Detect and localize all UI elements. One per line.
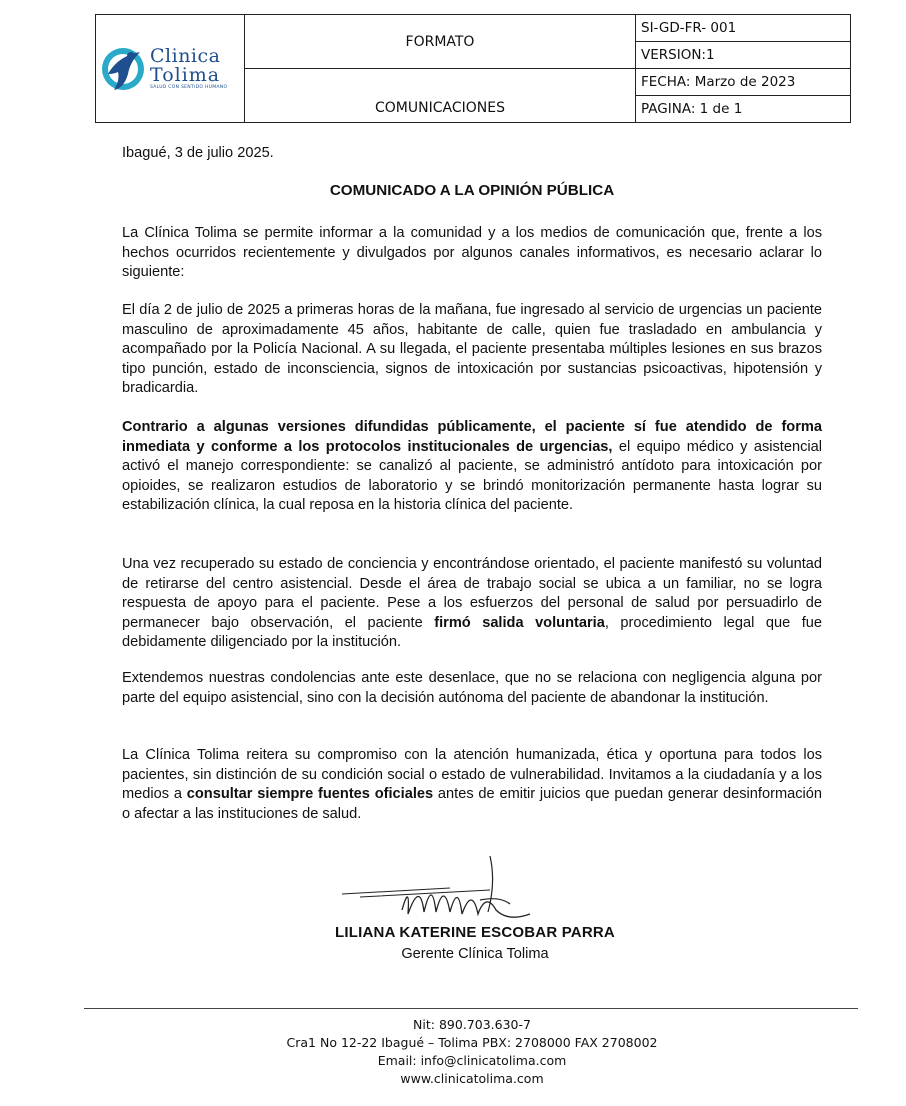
clinic-logo-icon (100, 44, 146, 94)
paragraph-6-text-start: La Clínica Tolima reitera su compromiso con la atención humanizada, ética y oportuna para todos los pacientes, sin distinción de su condición social o estado de vulnerabilidad. Invitamos a la ciudadanía y a los medios a (122, 747, 822, 802)
format-label: FORMATO (245, 15, 636, 69)
paragraph-6-bold: consultar siempre fuentes oficiales (186, 786, 434, 802)
footer-address: Cra1 No 12-22 Ibagué – Tolima PBX: 2708000 FAX 2708002 (286, 1035, 658, 1050)
paragraph-4-text-end: , procedimiento legal que fue debidamente diligenciado por la institución. (122, 614, 822, 650)
signer-name: LILIANA KATERINE ESCOBAR PARRA (335, 924, 615, 941)
paragraph-6-text-end: antes de emitir juicios que puedan generar desinformación o afectar a las instituciones de salud. (122, 786, 822, 822)
letter-date: Ibagué, 3 de julio 2025. (122, 145, 274, 161)
clinic-logo (96, 44, 244, 94)
doc-page: PAGINA: 1 de 1 (636, 96, 851, 123)
logo-line2: Tolima (150, 63, 221, 86)
paragraph-5: Extendemos nuestras condolencias ante este desenlace, que no se relaciona con negligencia alguna por parte del equipo asistencial, sino con la decisión autónoma del paciente de abandonar la institución. (122, 670, 822, 706)
section-label: COMUNICACIONES (245, 69, 636, 123)
paragraph-3 (122, 418, 822, 516)
logo-cell (96, 15, 245, 123)
paragraph-4-bold: firmó salida voluntaria (434, 614, 605, 631)
logo-tagline: SALUD CON SENTIDO HUMANO (150, 84, 228, 90)
doc-version: VERSION:1 (636, 42, 851, 69)
doc-date: FECHA: Marzo de 2023 (636, 69, 851, 96)
footer-nit: Nit: 890.703.630-7 (413, 1017, 531, 1032)
footer-website: www.clinicatolima.com (400, 1071, 544, 1086)
footer-divider (84, 1008, 858, 1009)
logo-line1: Clinica (150, 44, 221, 67)
paragraph-3-text: el equipo médico y asistencial activó el manejo correspondiente: se canalizó al paciente, se administró antídoto para intoxicación por opioides, se realizaron estudios de laboratorio y se brindó monitorización permanente hasta lograr su estabilización clínica, la cual reposa en la historia clínica del paciente. (122, 438, 822, 513)
signer-role: Gerente Clínica Tolima (401, 946, 549, 962)
paragraph-4-text-start: Una vez recuperado su estado de conciencia y encontrándose orientado, el paciente manifestó su voluntad de retirarse del centro asistencial. Desde el área de trabajo social se ubica a un familiar, no se logra respuesta de apoyo para el paciente. Pese a los esfuerzos del personal de salud por persuadirlo de permanecer bajo observación, el paciente (122, 556, 822, 631)
paragraph-4 (122, 555, 822, 653)
paragraph-3-bold: Contrario a algunas versiones difundidas públicamente, el paciente sí fue atendido de forma inmediata y conforme a los protocolos institucionales de urgencias, (122, 419, 822, 455)
letter-title: COMUNICADO A LA OPINIÓN PÚBLICA (329, 182, 615, 199)
paragraph-2: El día 2 de julio de 2025 a primeras horas de la mañana, fue ingresado al servicio de urgencias un paciente masculino de aproximadamente 45 años, habitante de calle, quien fue trasladado en ambulancia y acompañado por la Policía Nacional. A su llegada, el paciente presentaba múltiples lesiones en sus brazos tipo punción, estado de inconsciencia, signos de intoxicación por sustancias psicoactivas, hipotensión y bradicardia. (122, 302, 822, 396)
paragraph-1: La Clínica Tolima se permite informar a la comunidad y a los medios de comunicación que, frente a los hechos ocurridos recientemente y divulgados por algunos canales informativos, es necesario aclarar lo siguiente: (122, 225, 822, 280)
footer (200, 1016, 744, 1088)
document-header-table (95, 14, 851, 123)
doc-code: SI-GD-FR- 001 (636, 15, 851, 42)
paragraph-6 (122, 746, 822, 824)
footer-email: Email: info@clinicatolima.com (377, 1053, 567, 1068)
